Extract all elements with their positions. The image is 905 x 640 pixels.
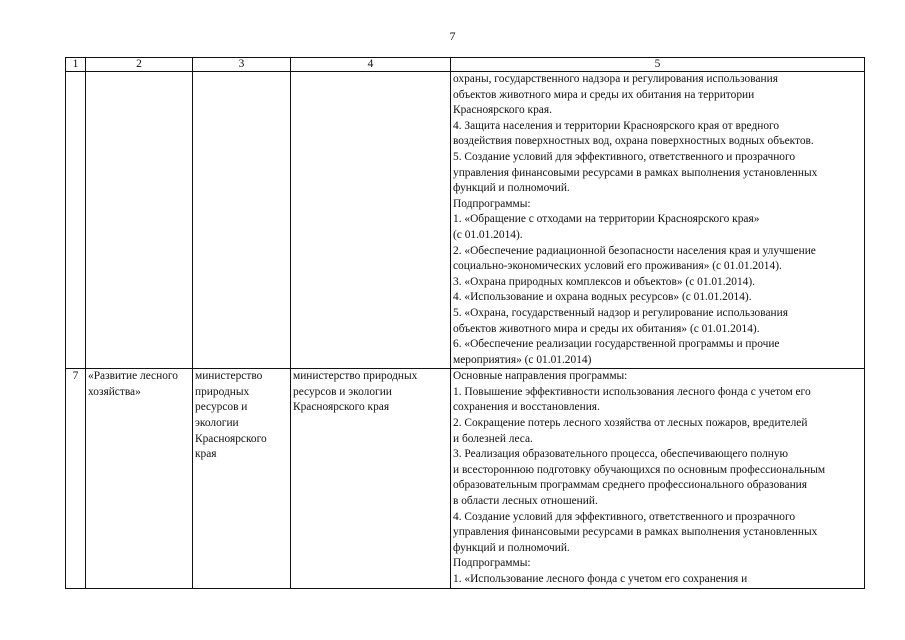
text-line: охраны, государственного надзора и регулирования использования — [453, 73, 778, 85]
text-line: экологии — [195, 417, 239, 430]
text-line: 4. Защита населения и территории Красноярского края от вредного — [453, 119, 780, 132]
header-col-2: 2 — [86, 58, 193, 72]
text-line: функций и полномочий. — [453, 541, 570, 554]
text-line: 4. Создание условий для эффективного, ответственного и прозрачного — [453, 510, 796, 523]
program-details-cell — [451, 72, 865, 369]
text-line: и всестороннюю подготовку обучающихся по основным профессиональным — [453, 463, 826, 476]
text-line: в области лесных отношений. — [453, 495, 598, 508]
text-line: 1. «Обращение с отходами на территории Красноярского края» — [453, 213, 760, 226]
program-details-cell — [451, 369, 865, 588]
text-line: и болезней леса. — [453, 432, 533, 445]
text-line: объектов животного мира и среды их обитания на территории — [453, 88, 755, 101]
text-line: «Развитие лесного — [88, 370, 178, 383]
text-line: 5. «Охрана, государственный надзор и регулирование использования — [453, 306, 788, 319]
text-line: Подпрограммы: — [453, 557, 531, 570]
text-line: (с 01.01.2014). — [453, 228, 523, 241]
text-line: мероприятия» (с 01.01.2014) — [453, 353, 592, 366]
page-number: 7 — [449, 29, 456, 43]
text-line: ресурсов и экологии — [293, 385, 392, 398]
text-line: Основные направления программы: — [453, 370, 628, 383]
text-line: Красноярского — [195, 432, 267, 445]
text-line: управления финансовыми ресурсами в рамках выполнения установленных — [453, 166, 818, 179]
text-line: функций и полномочий. — [453, 182, 570, 195]
coexecutors-cell — [291, 72, 451, 369]
responsible-cell — [193, 72, 291, 369]
text-line: природных — [195, 385, 250, 398]
program-name-cell — [86, 72, 193, 369]
text-line: 5. Создание условий для эффективного, ответственного и прозрачного — [453, 150, 796, 163]
text-line: 3. Реализация образовательного процесса, обеспечивающего полную — [453, 448, 789, 461]
text-line: образовательным программам среднего профессионального образования — [453, 479, 808, 492]
text-line: сохранения и восстановления. — [453, 401, 600, 414]
header-col-4: 4 — [291, 58, 451, 72]
programs-table — [65, 57, 865, 589]
text-line: 2. Сокращение потерь лесного хозяйства от лесных пожаров, вредителей — [453, 417, 808, 430]
header-col-1: 1 — [66, 58, 86, 72]
text-line: хозяйства» — [88, 385, 141, 398]
text-line: министерство — [195, 370, 263, 383]
coexecutors-cell — [291, 369, 451, 588]
text-line: края — [195, 448, 217, 461]
header-col-3: 3 — [193, 58, 291, 72]
text-line: Красноярского края. — [453, 104, 552, 117]
text-line: социально-экономических условий его проживания» (с 01.01.2014). — [453, 260, 782, 273]
row-number: 7 — [66, 369, 86, 588]
table-row — [66, 369, 865, 588]
row-number — [66, 72, 86, 369]
responsible-cell — [193, 369, 291, 588]
text-line: Красноярского края — [293, 401, 390, 414]
text-line: Подпрограммы: — [453, 197, 531, 210]
text-line: министерство природных — [293, 370, 418, 383]
text-line: 4. «Использование и охрана водных ресурсов» (с 01.01.2014). — [453, 291, 752, 304]
header-col-5: 5 — [451, 58, 865, 72]
table-header-row — [66, 58, 865, 72]
text-line: 3. «Охрана природных комплексов и объектов» (с 01.01.2014). — [453, 275, 756, 288]
text-line: 1. Повышение эффективности использования лесного фонда с учетом его — [453, 385, 811, 398]
text-line: 6. «Обеспечение реализации государственной программы и прочие — [453, 338, 780, 351]
text-line: 1. «Использование лесного фонда с учетом его сохранения и — [453, 573, 748, 585]
text-line: воздействия поверхностных вод, охрана поверхностных водных объектов. — [453, 135, 814, 148]
text-line: объектов животного мира и среды их обитания» (с 01.01.2014). — [453, 322, 760, 335]
text-line: управления финансовыми ресурсами в рамках выполнения установленных — [453, 526, 818, 539]
text-line: ресурсов и — [195, 401, 248, 414]
program-name-cell — [86, 369, 193, 588]
table-row — [66, 72, 865, 369]
text-line: 2. «Обеспечение радиационной безопасности населения края и улучшение — [453, 244, 816, 257]
